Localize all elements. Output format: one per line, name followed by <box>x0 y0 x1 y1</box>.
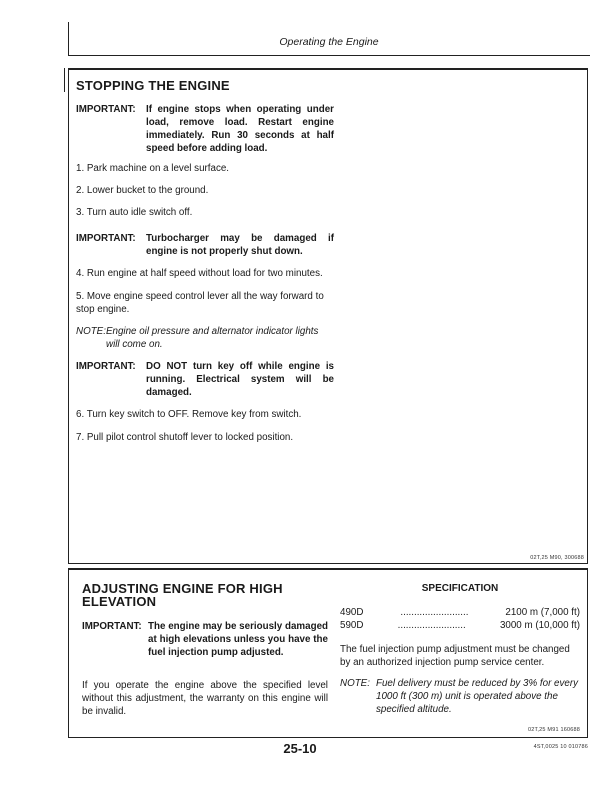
step-6: 6. Turn key switch to OFF. Remove key from switch. <box>76 409 302 420</box>
section-tick-mark <box>64 68 65 92</box>
important-note-2 <box>76 232 334 258</box>
important-text: DO NOT turn key off while engine is running. Electrical system will be damaged. <box>146 361 334 398</box>
spec-value: 2100 m (7,000 ft) <box>505 607 580 618</box>
note-label: NOTE: <box>76 326 106 337</box>
spec-model: 590D <box>340 620 364 631</box>
step-4: 4. Run engine at half speed without load for two minutes. <box>76 268 323 279</box>
step-2: 2. Lower bucket to the ground. <box>76 185 209 196</box>
important-note-elevation <box>82 620 328 659</box>
warranty-paragraph: If you operate the engine above the specified level without this adjustment, the warranty on this engine will be invalid. <box>82 680 328 717</box>
note-indicator-lights <box>76 325 334 351</box>
important-text: The engine may be seriously damaged at high elevations unless you have the fuel injection pump adjusted. <box>148 621 328 658</box>
note-label: NOTE: <box>340 678 370 689</box>
spec-model: 490D <box>340 607 364 618</box>
important-note-3 <box>76 360 334 399</box>
important-text: Turbocharger may be damaged if engine is not properly shut down. <box>146 233 334 257</box>
footer-code: 4ST,0025 10 010786 <box>533 744 588 750</box>
note-text: Fuel delivery must be reduced by 3% for every 1000 ft (300 m) unit is operated above the specified altitude. <box>376 678 579 715</box>
spec-row-590d <box>340 619 580 632</box>
step-5: 5. Move engine speed control lever all the way forward to stop engine. <box>76 291 324 315</box>
specification-heading: SPECIFICATION <box>421 583 499 594</box>
stopping-engine-title: STOPPING THE ENGINE <box>76 78 230 93</box>
page-number: 25-10 <box>283 741 317 756</box>
important-label: IMPORTANT: <box>82 621 142 632</box>
spec-leader-dots: ......................... <box>400 607 469 618</box>
running-header: Operating the Engine <box>279 36 379 48</box>
note-fuel-delivery <box>340 677 580 716</box>
step-3: 3. Turn auto idle switch off. <box>76 207 193 218</box>
spec-leader-dots: ......................... <box>397 620 466 631</box>
important-text: If engine stops when operating under load, remove load. Restart engine immediately. Run 30 seconds at half speed before adding load. <box>146 104 334 154</box>
step-1: 1. Park machine on a level surface. <box>76 163 230 174</box>
section-reference-code: 02T,25 M91 160688 <box>527 727 580 733</box>
spec-service-text: The fuel injection pump adjustment must be changed by an authorized injection pump service center. <box>340 644 570 668</box>
important-label: IMPORTANT: <box>76 233 136 244</box>
important-label: IMPORTANT: <box>76 104 136 115</box>
spec-row-490d <box>340 606 580 619</box>
section-reference-code: 02T,25 M90, 300688 <box>530 555 584 561</box>
spec-value: 3000 m (10,000 ft) <box>499 620 580 631</box>
important-label: IMPORTANT: <box>76 361 136 372</box>
high-elevation-title: ADJUSTING ENGINE FOR HIGH ELEVATION <box>82 581 283 609</box>
header-rule <box>68 55 590 56</box>
step-7: 7. Pull pilot control shutoff lever to locked position. <box>76 432 294 443</box>
note-text: Engine oil pressure and alternator indicator lights will come on. <box>106 326 319 350</box>
important-note-1 <box>76 103 334 155</box>
